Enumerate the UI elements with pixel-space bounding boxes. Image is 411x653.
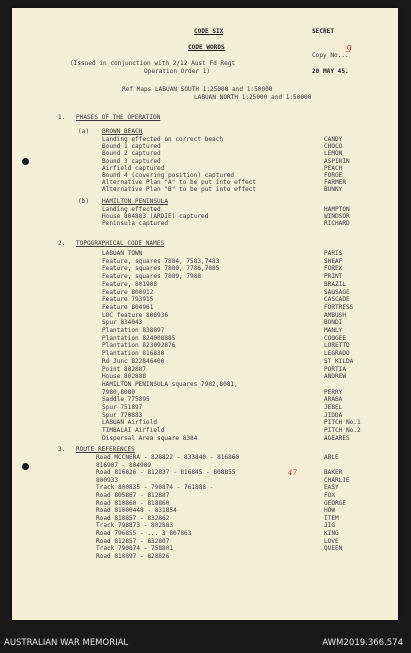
code-word: CHARLIE [324,476,350,484]
entry-text: Saddle 775895 [102,396,150,404]
code-word: FOX [324,492,336,499]
entry-text: Spur 770883 [102,411,143,419]
entry-text: Feature 793915 [102,296,154,304]
entry-text: Road 812857 - 832807 [96,537,170,545]
footer-credit: AUSTRALIAN WAR MEMORIAL [4,638,129,648]
code-word: WINDSOR [324,213,350,221]
ref-maps-2: LABUAN NORTH 1:25000 and 1:50000 [194,94,312,101]
entry-text: Feature, squares 7880, 7786,7885 [102,265,220,273]
code-word: LEMON [324,150,343,158]
entry-text: Peninsula captured [102,220,169,228]
code-word: FORTRESS [324,303,354,311]
entry-text: Point 802887 [102,365,147,373]
code-word: GEORGE [324,499,347,507]
code-word: KING [324,530,339,537]
section-title: TOPOGRAPHICAL CODE NAMES [76,240,165,247]
code-word: PORTIA [324,365,347,373]
entry-text: Road 805867 - 812887 [96,492,170,499]
entry-text: Dispersal Area square 8384 [102,434,198,442]
footer-bar [0,624,411,653]
code-word: LEGRADO [324,350,350,358]
code-word: PERRY [324,388,343,396]
section-number: 2. [58,240,66,247]
secret-label: SECRET [312,28,335,35]
entry-text: Alternative Plan "A" to be put into effect [102,179,257,187]
subsection-title: HAMILTON PENINSULA [102,198,169,205]
entry-text: Plantation 838897 [102,327,165,334]
code-word: ABLE [324,454,339,461]
code-word: BUNNY [324,186,343,194]
code-word: ASPIRIN [324,157,350,165]
entry-text: TIMBALAI Airfield [102,427,165,435]
punch-hole-icon [22,463,29,470]
copy-label: Copy No... [312,52,349,59]
code-word: LORETTO [324,342,350,350]
code-word: SHEAF [324,257,343,265]
entry-text: House 804883 (ARDIE) captured [102,213,209,221]
entry-text: 800933 [96,476,119,484]
entry-text: Road 818857 - 832862 [96,514,170,522]
code-word: QUEEN [324,545,343,553]
code-word: BAKER [324,469,343,477]
subsection-title: BROWN BEACH [102,128,143,135]
code-word: PEACH [324,164,343,172]
section-title: ROUTE REFERENCES [76,446,135,453]
document-page [12,8,398,620]
code-word: AMBUSH [324,311,347,319]
code-word: ST KILDA [324,357,354,365]
section-number: 3. [58,446,66,453]
entry-text: House 802888 [102,373,147,381]
code-word: JIDDA [324,411,343,419]
punch-hole-icon [22,158,29,165]
entry-text: Plantation 824008885 [102,334,176,342]
code-word: LOVE [324,537,339,545]
code-word: HAMPTON [324,206,350,213]
code-word: ARABA [324,396,343,404]
code-word: PARIS [324,250,343,257]
code-word: PITCH No.2 [324,427,361,435]
code-word: FORGE [324,172,343,179]
section-number: 1. [58,114,66,121]
code-word: COOGEE [324,334,347,342]
code-word: EASY [324,484,339,492]
entry-text: Road 81000448 - 831854 [96,507,177,515]
entry-text: LOC feature 806936 [102,311,169,319]
entry-text: Feature 800912 [102,288,154,296]
entry-text: Feature, squares 7889, 7988 [102,273,202,281]
code-word: JEBEL [324,404,343,411]
entry-text: Landing effected on correct beach [102,136,224,143]
entry-text: Road 810860 - 818860 [96,499,170,507]
copy-number: 9 [346,45,352,55]
subsection-label: (b) [78,198,90,205]
doc-subtitle: CODE WORDS [188,44,225,51]
entry-text: Plantation 823092876 [102,342,176,350]
entry-text: Rd Junc 822846400 [102,357,165,365]
entry-text: Bound 4 (covering position) captured [102,172,235,179]
entry-text: Feature, 801908 [102,280,158,288]
code-word: RICHARD [324,220,350,228]
code-word: BONDI [324,319,343,327]
ref-maps: Ref Maps LABUAN SOUTH 1:25000 and 1:50000 [122,86,273,93]
code-word: MANLY [324,327,343,334]
entry-text: Landing effected [102,206,161,213]
code-word: PITCH No.1 [324,419,361,427]
entry-text: Road 818897 - 828826 [96,552,170,560]
entry-text: HAMILTON PENINSULA squares 7982,8081, [102,380,238,388]
handwritten-note: 47 [288,469,297,477]
code-word: PRINT [324,273,343,281]
code-word: JIG [324,522,336,530]
entry-text: Road 796855 - ... 3 807863 [96,530,192,537]
code-word: SAUSAGE [324,288,350,296]
doc-title: CODE SIX [194,28,224,35]
code-word: HOW [324,507,336,515]
entry-text: Plantation 816830 [102,350,165,358]
entry-text: 7980,8080 [102,388,136,396]
entry-text: LABUAN TOWN [102,250,143,257]
subsection-label: (a) [78,128,90,135]
entry-text: 816907 - 804909 [96,461,152,469]
doc-date: 20 MAY 45. [312,68,349,75]
code-word: AGEARES [324,434,350,442]
footer-accession: AWM2019.366.574 [322,638,403,648]
code-word: CASCADE [324,296,350,304]
entry-text: Feature 804961 [102,303,154,311]
entry-text: Road 816826 - 812837 - 816845 - 808855 [96,469,236,477]
section-title: PHASES OF THE OPERATION [76,114,161,121]
code-word: FOREX [324,265,343,273]
code-word: CANDY [324,136,343,143]
entry-text: Track 790874 - 758801 [96,545,174,553]
entry-text: Track 800835 - 790874 - 761888 - [96,484,214,492]
code-word: BRAZIL [324,280,347,288]
entry-text: Track 798873 - 802883 [96,522,174,530]
entry-text: Bound 3 captured [102,157,161,165]
entry-text: Spur 751897 [102,404,143,411]
entry-text: Bound 1 captured [102,143,161,151]
entry-text: Bound 2 captured [102,150,161,158]
code-word: CHOCO [324,143,343,151]
entry-text: Airfield captured [102,164,165,172]
entry-text: Road MCCNERA - 828822 - 833840 - 816860 [96,454,240,461]
entry-text: Feature, squares 7884, 7583,7483 [102,257,220,265]
entry-text: Spur 834043 [102,319,143,327]
issued-note-2: Operation Order 1) [144,68,211,75]
entry-text: LABUAN Airfield [102,419,158,427]
entry-text: Alternative Plan "B" to be put into effect [102,186,257,194]
issued-note: (Issued in conjunction with 2/12 Aust Fd Regt [70,60,236,67]
code-word: FARMER [324,179,347,187]
code-word: ITEM [324,514,339,522]
code-word: ANDREW [324,373,347,381]
